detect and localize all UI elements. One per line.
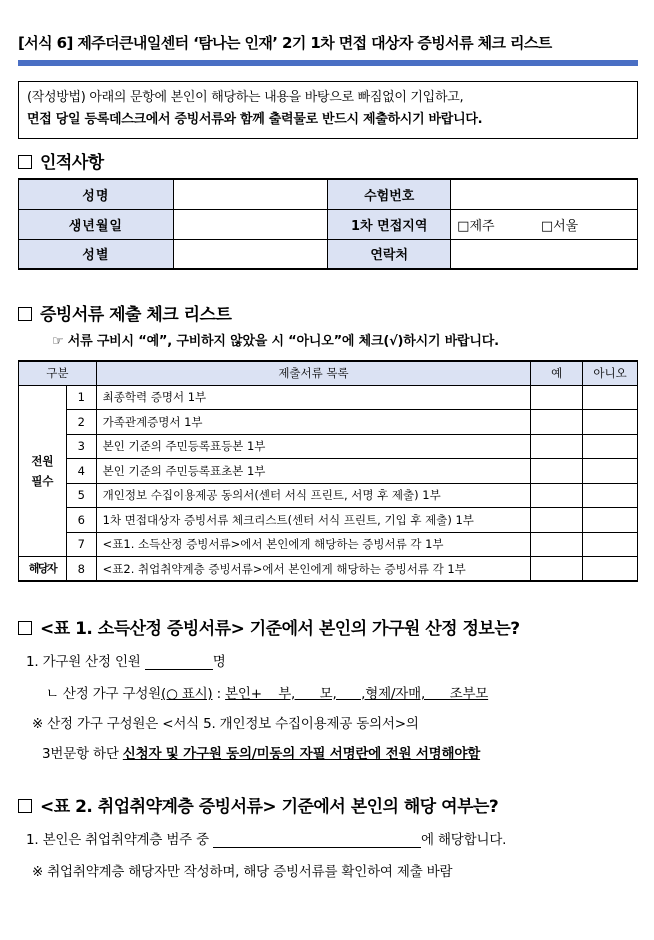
instructions-line-2: 면접 당일 등록데스크에서 증빙서류와 함께 출력물로 반드시 제출하시기 바랍니다. <box>27 112 483 127</box>
row-yes-cell[interactable] <box>531 508 583 533</box>
instructions-box <box>18 81 638 139</box>
section-personal-title: 인적사항 <box>40 153 104 173</box>
row-no-cell[interactable] <box>583 410 638 435</box>
field-interview-region <box>451 209 638 239</box>
household-note-prefix: 3번문항 하단 <box>42 746 123 762</box>
row-no-cell[interactable] <box>583 508 638 533</box>
household-count-label: 1. 가구원 산정 인원 <box>26 654 141 670</box>
document-title: [서식 6] 제주더큰내일센터 ‘탐나는 인재’ 2기 1차 면접 대상자 증빙서류 체크 리스트 <box>18 34 552 52</box>
label-birth-date: 생년월일 <box>19 209 174 239</box>
row-yes-cell[interactable] <box>531 532 583 557</box>
row-document: <표2. 취업취약계층 증빙서류>에서 본인에게 해당하는 증빙서류 각 1부 <box>96 557 531 582</box>
row-no-cell[interactable] <box>583 459 638 484</box>
field-gender[interactable] <box>173 239 328 269</box>
row-yes-cell[interactable] <box>531 385 583 410</box>
section-household-heading <box>18 614 520 639</box>
row-document: 최종학력 증명서 1부 <box>96 385 531 410</box>
label-gender: 성별 <box>19 239 174 269</box>
label-name: 성명 <box>19 179 174 209</box>
group-required-all-label: 전원 필수 <box>31 453 54 488</box>
row-no-cell[interactable] <box>583 385 638 410</box>
label-interview-region: 1차 면접지역 <box>328 209 451 239</box>
household-note-line-2 <box>42 742 480 762</box>
personal-info-table <box>18 178 638 270</box>
row-number: 6 <box>66 508 96 533</box>
vulnerable-category-blank[interactable] <box>213 831 421 848</box>
row-number: 8 <box>66 557 96 582</box>
row-yes-cell[interactable] <box>531 483 583 508</box>
title-underline <box>18 60 638 66</box>
checkbox-square-icon <box>18 621 32 635</box>
checklist-table <box>18 360 638 582</box>
row-number: 3 <box>66 434 96 459</box>
row-no-cell[interactable] <box>583 434 638 459</box>
row-document: 본인 기준의 주민등록표초본 1부 <box>96 459 531 484</box>
instructions-line-1: (작성방법) 아래의 문항에 본인이 해당하는 내용을 바탕으로 빠짐없이 기입하고, <box>27 90 464 105</box>
field-birth-date[interactable] <box>173 209 328 239</box>
region-option-jeju[interactable]: □제주 <box>457 218 495 234</box>
household-count-unit: 명 <box>212 654 226 670</box>
col-header-no: 아니오 <box>583 361 638 385</box>
col-header-category: 구분 <box>19 361 97 385</box>
row-document: 본인 기준의 주민등록표등본 1부 <box>96 434 531 459</box>
vulnerable-note: ※ 취업취약계층 해당자만 작성하며, 해당 증빙서류를 확인하여 제출 바람 <box>32 864 453 880</box>
row-number: 7 <box>66 532 96 557</box>
row-document: <표1. 소득산정 증빙서류>에서 본인에게 해당하는 증빙서류 각 1부 <box>96 532 531 557</box>
col-header-yes: 예 <box>531 361 583 385</box>
household-count-question <box>26 650 226 670</box>
vulnerable-question <box>26 828 506 848</box>
row-number: 1 <box>66 385 96 410</box>
row-number: 4 <box>66 459 96 484</box>
household-note-emphasis: 신청자 및 가구원 동의/미동의 자필 서명란에 전원 서명해야함 <box>122 746 481 762</box>
section-vulnerable-title: <표 2. 취업취약계층 증빙서류> 기준에서 본인의 해당 여부는? <box>40 797 499 817</box>
group-applicable <box>19 557 67 582</box>
group-required-all <box>19 385 67 557</box>
household-members-mark: (○ 표시) <box>161 686 213 702</box>
household-members-options[interactable]: 본인+ 부, 모, ,형제/자매, 조부모 <box>225 686 489 702</box>
section-personal-heading <box>18 148 104 173</box>
row-yes-cell[interactable] <box>531 459 583 484</box>
row-no-cell[interactable] <box>583 557 638 582</box>
col-header-document-list: 제출서류 목록 <box>96 361 531 385</box>
section-vulnerable-heading <box>18 792 498 817</box>
checkbox-square-icon <box>18 799 32 813</box>
region-option-seoul[interactable]: □서울 <box>540 218 579 234</box>
section-checklist-heading <box>18 300 231 325</box>
section-household-title: <표 1. 소득산정 증빙서류> 기준에서 본인의 가구원 산정 정보는? <box>40 619 520 639</box>
row-document: 1차 면접대상자 증빙서류 체크리스트(센터 서식 프린트, 기입 후 제출) 1부 <box>96 508 531 533</box>
household-members-line <box>46 682 488 702</box>
label-exam-number: 수험번호 <box>328 179 451 209</box>
checkbox-square-icon <box>18 307 32 321</box>
household-note-line-1: ※ 산정 가구 구성원은 <서식 5. 개인정보 수집이용제공 동의서>의 <box>32 716 419 732</box>
row-no-cell[interactable] <box>583 483 638 508</box>
row-no-cell[interactable] <box>583 532 638 557</box>
field-contact[interactable] <box>451 239 638 269</box>
row-document: 가족관계증명서 1부 <box>96 410 531 435</box>
household-count-blank[interactable] <box>145 653 213 670</box>
household-members-label: ㄴ 산정 가구 구성원 <box>46 686 162 702</box>
row-yes-cell[interactable] <box>531 557 583 582</box>
checklist-note: ☞ 서류 구비시 “예”, 구비하지 않았을 시 “아니오”에 체크(√)하시기 바랍니다. <box>52 334 499 349</box>
vulnerable-question-suffix: 에 해당합니다. <box>421 832 507 848</box>
label-contact: 연락처 <box>328 239 451 269</box>
section-checklist-title: 증빙서류 제출 체크 리스트 <box>40 305 232 325</box>
group-applicable-label: 해당자 <box>28 562 57 575</box>
row-number: 2 <box>66 410 96 435</box>
row-document: 개인정보 수집이용제공 동의서(센터 서식 프린트, 서명 후 제출) 1부 <box>96 483 531 508</box>
field-exam-number[interactable] <box>451 179 638 209</box>
row-yes-cell[interactable] <box>531 434 583 459</box>
vulnerable-question-prefix: 1. 본인은 취업취약계층 범주 중 <box>26 832 209 848</box>
field-name[interactable] <box>173 179 328 209</box>
checkbox-square-icon <box>18 155 32 169</box>
row-yes-cell[interactable] <box>531 410 583 435</box>
household-members-colon: : <box>212 686 226 702</box>
row-number: 5 <box>66 483 96 508</box>
